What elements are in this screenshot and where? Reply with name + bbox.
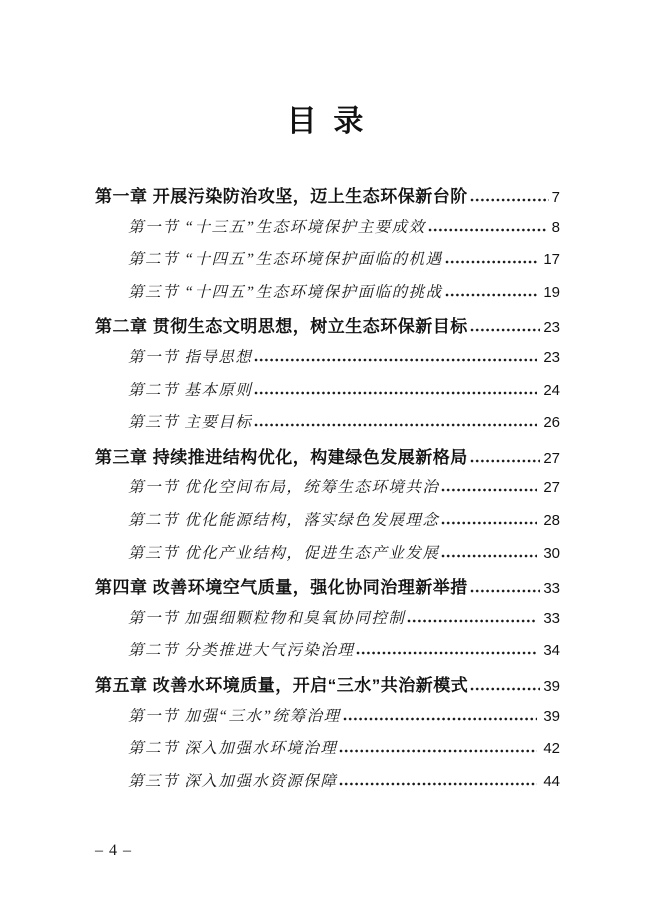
dot-leader: [470, 198, 549, 202]
toc-entry-label: 第三节 优化产业结构，促进生态产业发展: [128, 544, 440, 562]
toc-entry[interactable]: [95, 378, 560, 411]
toc-entry-page: 39: [543, 677, 560, 695]
dot-leader: [339, 749, 537, 753]
toc-entry-page: 39: [543, 707, 560, 725]
dot-leader: [254, 391, 537, 395]
toc-entry[interactable]: [95, 508, 560, 541]
toc-entry-label: 第二节 基本原则: [128, 381, 253, 399]
toc-entry[interactable]: [95, 345, 560, 378]
dot-leader: [254, 358, 537, 362]
toc-entry-label: 第二章 贯彻生态文明思想，树立生态环保新目标: [95, 317, 468, 337]
toc-entry-label: 第四章 改善环境空气质量，强化协同治理新举措: [95, 578, 468, 598]
toc-entry[interactable]: [95, 215, 560, 248]
page-title: 目 录: [286, 105, 364, 138]
toc-entry-page: 26: [543, 414, 560, 432]
dot-leader: [445, 293, 538, 297]
toc-entry-page: 27: [543, 479, 560, 497]
toc-entry-page: 27: [543, 449, 560, 467]
toc-entry-label: 第三节 主要目标: [128, 414, 253, 432]
toc-entry-page: 23: [543, 319, 560, 337]
dot-leader: [428, 228, 546, 232]
toc-entry-page: 28: [543, 511, 560, 529]
toc-entry[interactable]: [95, 638, 560, 671]
toc-list: [95, 182, 560, 801]
toc-entry-page: 17: [543, 251, 560, 269]
toc-entry-label: 第一节 “十三五”生态环境保护主要成效: [128, 218, 426, 236]
toc-entry-page: 33: [543, 580, 560, 598]
dot-leader: [254, 423, 537, 427]
toc-entry-label: 第一章 开展污染防治攻坚，迈上生态环保新台阶: [95, 187, 468, 206]
toc-entry[interactable]: [95, 769, 560, 802]
toc-entry-page: 34: [543, 642, 560, 660]
dot-leader: [470, 328, 541, 332]
toc-entry-label: 第二节 “十四五”生态环境保护面临的机遇: [128, 251, 443, 269]
dot-leader: [445, 260, 538, 264]
toc-entry-label: 第一节 加强细颗粒物和臭氧协同控制: [128, 609, 406, 627]
page-number-footer: – 4 –: [95, 842, 132, 859]
dot-leader: [356, 651, 537, 655]
toc-entry-page: 44: [543, 772, 560, 790]
toc-entry-page: 7: [551, 189, 560, 206]
toc-entry[interactable]: [95, 671, 560, 704]
dot-leader: [343, 717, 538, 721]
toc-entry[interactable]: [95, 475, 560, 508]
toc-entry-label: 第五章 改善水环境质量，开启“三水”共治新模式: [95, 675, 469, 695]
toc-entry-label: 第三章 持续推进结构优化，构建绿色发展新格局: [95, 447, 468, 467]
toc-entry-page: 23: [543, 348, 560, 366]
toc-entry[interactable]: [95, 280, 560, 313]
toc-entry-label: 第三节 深入加强水资源保障: [128, 772, 338, 790]
toc-entry[interactable]: [95, 541, 560, 574]
toc-entry[interactable]: [95, 182, 560, 215]
toc-entry-label: 第二节 优化能源结构，落实绿色发展理念: [128, 511, 440, 529]
dot-leader: [407, 619, 537, 623]
toc-entry-page: 33: [543, 609, 560, 627]
toc-entry-label: 第二节 深入加强水环境治理: [128, 740, 338, 758]
toc-entry-page: 8: [551, 218, 560, 236]
dot-leader: [470, 459, 541, 463]
toc-entry[interactable]: [95, 247, 560, 280]
toc-entry[interactable]: [95, 704, 560, 737]
toc-entry[interactable]: [95, 312, 560, 345]
toc-entry[interactable]: [95, 443, 560, 476]
dot-leader: [441, 488, 537, 492]
toc-entry-page: 19: [543, 283, 560, 301]
toc-entry[interactable]: [95, 410, 560, 443]
toc-entry-page: 30: [543, 544, 560, 562]
toc-entry-page: 42: [543, 740, 560, 758]
toc-entry[interactable]: [95, 606, 560, 639]
dot-leader: [339, 782, 537, 786]
dot-leader: [441, 521, 537, 525]
toc-entry-label: 第三节 “十四五”生态环境保护面临的挑战: [128, 283, 443, 301]
toc-entry-label: 第一节 指导思想: [128, 348, 253, 366]
dot-leader: [470, 589, 541, 593]
toc-entry[interactable]: [95, 736, 560, 769]
toc-entry-label: 第一节 加强“三水”统筹治理: [128, 707, 341, 725]
toc-entry[interactable]: [95, 573, 560, 606]
dot-leader: [470, 687, 540, 691]
toc-entry-label: 第一节 优化空间布局，统筹生态环境共治: [128, 479, 440, 497]
toc-entry-label: 第二节 分类推进大气污染治理: [128, 642, 355, 660]
toc-entry-page: 24: [543, 381, 560, 399]
dot-leader: [441, 554, 537, 558]
